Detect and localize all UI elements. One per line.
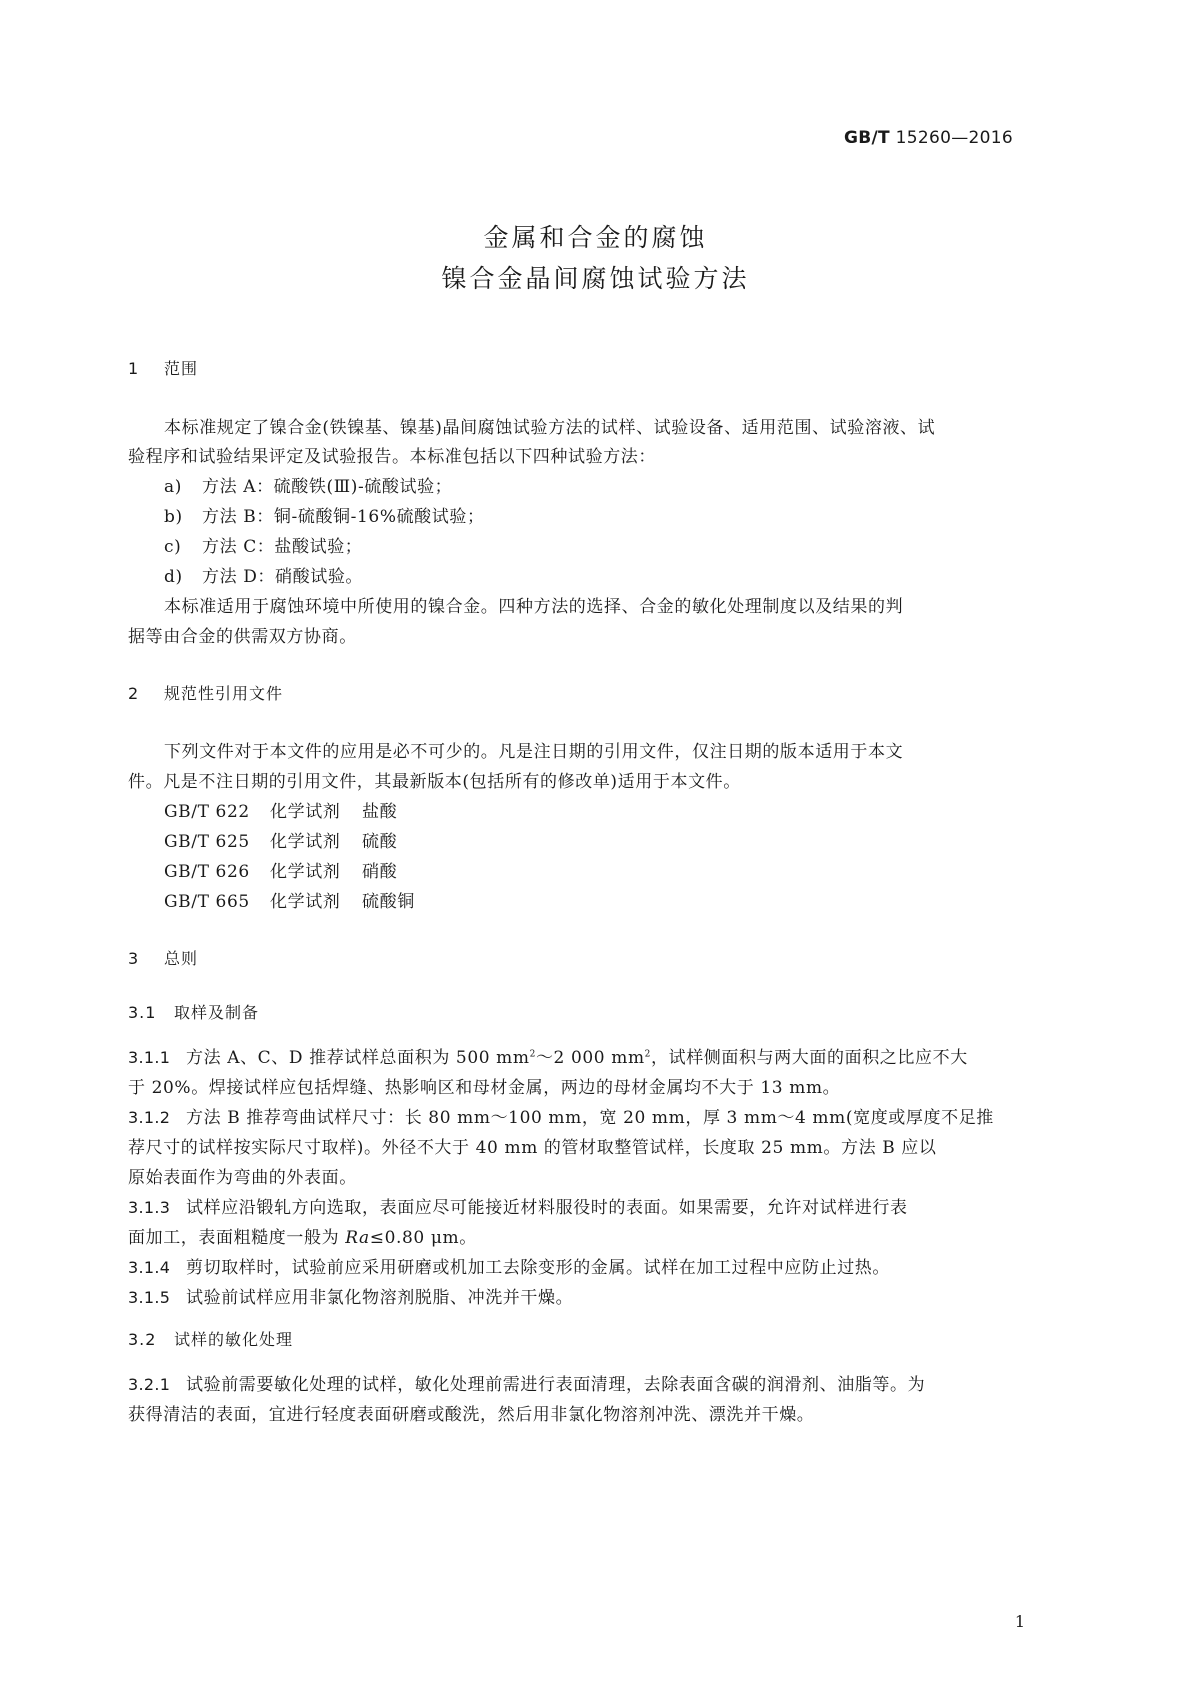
clause-number: 3.1.5 (128, 1288, 171, 1307)
clause-number: 3.1.1 (128, 1048, 171, 1067)
clause-number: 3.1.3 (128, 1198, 171, 1217)
list-item (164, 562, 363, 587)
section-3-heading (128, 946, 198, 969)
list-item (164, 472, 452, 497)
reference-item (164, 797, 397, 822)
paragraph-line: 据等由合金的供需双方协商。 (128, 627, 357, 647)
paragraph-line: 获得清洁的表面，宜进行轻度表面研磨或酸洗，然后用非氯化物溶剂冲洗、漂洗并干燥。 (128, 1405, 815, 1425)
paragraph-line: 原始表面作为弯曲的外表面。 (128, 1168, 357, 1188)
standard-code: 15260—2016 (895, 128, 1013, 148)
section-2-heading (128, 681, 283, 704)
section-number: 2 (128, 684, 140, 703)
reference-code: GB/T 625 (164, 832, 250, 852)
reference-name: 硫酸 (362, 832, 398, 852)
paragraph-line: 本标准适用于腐蚀环境中所使用的镍合金。四种方法的选择、合金的敏化处理制度以及结果的判 (164, 597, 904, 617)
standard-number (844, 128, 1013, 148)
page-number: 1 (1014, 1612, 1025, 1631)
reference-category: 化学试剂 (270, 802, 341, 822)
section-number: 3 (128, 949, 140, 968)
subsection-3-2-heading (128, 1327, 293, 1350)
reference-item (164, 827, 397, 852)
clause-text: 方法 B 推荐弯曲试样尺寸：长 80 mm～100 mm，宽 20 mm，厚 3 mm～4 mm(宽度或厚度不足推 (186, 1108, 994, 1128)
section-1-heading (128, 356, 198, 379)
reference-code: GB/T 665 (164, 892, 250, 912)
paragraph-line: 本标准规定了镍合金(铁镍基、镍基)晶间腐蚀试验方法的试样、试验设备、适用范围、试验溶液、试 (164, 418, 936, 438)
list-label: a) (164, 477, 182, 497)
roughness-symbol: Ra (345, 1228, 370, 1248)
subsection-3-1-heading (128, 1000, 259, 1023)
clause-text: 方法 A、C、D 推荐试样总面积为 500 mm (186, 1048, 530, 1068)
clause-text: 试样应沿锻轧方向选取，表面应尽可能接近材料服役时的表面。如果需要，允许对试样进行表 (186, 1198, 908, 1218)
paragraph-line: 验程序和试验结果评定及试验报告。本标准包括以下四种试验方法： (128, 447, 656, 467)
title-line-1: 金属和合金的腐蚀 (483, 223, 708, 252)
superscript: 2 (644, 1049, 651, 1060)
subsection-number: 3.1 (128, 1003, 157, 1022)
paragraph-line: 下列文件对于本文件的应用是必不可少的。凡是注日期的引用文件，仅注日期的版本适用于本文 (164, 742, 904, 762)
reference-item (164, 857, 397, 882)
standard-prefix: GB/T (844, 128, 890, 148)
subsection-title: 试样的敏化处理 (174, 1330, 294, 1349)
list-text: 方法 C：盐酸试验； (202, 537, 363, 557)
list-text: 方法 A：硫酸铁(Ⅲ)-硫酸试验； (202, 477, 453, 497)
reference-category: 化学试剂 (270, 892, 341, 912)
list-text: 方法 D：硝酸试验。 (202, 567, 364, 587)
list-label: b) (164, 507, 183, 527)
clause-3-1-2 (128, 1103, 994, 1128)
paragraph-line: 于 20%。焊接试样应包括焊缝、热影响区和母材金属，两边的母材金属均不大于 13 mm。 (128, 1078, 841, 1098)
clause-3-1-5 (128, 1283, 573, 1308)
clause-3-1-4 (128, 1253, 890, 1278)
section-title: 范围 (164, 359, 199, 378)
clause-text: 试验前需要敏化处理的试样，敏化处理前需进行表面清理，去除表面含碳的润滑剂、油脂等。为 (186, 1375, 926, 1395)
list-text: 方法 B：铜-硫酸铜-16%硫酸试验； (202, 507, 485, 527)
clause-text: 面加工，表面粗糙度一般为 (128, 1228, 346, 1248)
reference-category: 化学试剂 (270, 862, 341, 882)
clause-3-1-1 (128, 1043, 968, 1068)
clause-3-2-1 (128, 1370, 925, 1395)
clause-number: 3.1.4 (128, 1258, 171, 1277)
reference-code: GB/T 626 (164, 862, 250, 882)
list-item (164, 532, 362, 557)
clause-text: 剪切取样时，试验前应采用研磨或机加工去除变形的金属。试样在加工过程中应防止过热。 (186, 1258, 890, 1278)
paragraph-line: 件。凡是不注日期的引用文件，其最新版本(包括所有的修改单)适用于本文件。 (128, 772, 741, 792)
clause-text: ≤0.80 μm。 (369, 1228, 477, 1248)
reference-code: GB/T 622 (164, 802, 250, 822)
section-number: 1 (128, 359, 140, 378)
clause-3-1-3 (128, 1193, 908, 1218)
clause-number: 3.2.1 (128, 1375, 171, 1394)
reference-name: 硝酸 (362, 862, 398, 882)
list-label: c) (164, 537, 182, 557)
reference-name: 硫酸铜 (362, 892, 415, 912)
subsection-number: 3.2 (128, 1330, 157, 1349)
clause-text: ，试样侧面积与两大面的面积之比应不大 (651, 1048, 968, 1068)
reference-item (164, 887, 415, 912)
subsection-title: 取样及制备 (174, 1003, 260, 1022)
clause-text: 试验前试样应用非氯化物溶剂脱脂、冲洗并干燥。 (186, 1288, 574, 1308)
list-item (164, 502, 485, 527)
list-label: d) (164, 567, 183, 587)
paragraph-line: 荐尺寸的试样按实际尺寸取样)。外径不大于 40 mm 的管材取整管试样，长度取 25 mm。方法 B 应以 (128, 1138, 937, 1158)
reference-name: 盐酸 (362, 802, 398, 822)
clause-number: 3.1.2 (128, 1108, 171, 1127)
title-line-2: 镍合金晶间腐蚀试验方法 (441, 264, 750, 293)
section-title: 总则 (164, 949, 199, 968)
paragraph-line (128, 1223, 477, 1248)
section-title: 规范性引用文件 (164, 684, 284, 703)
superscript: 2 (529, 1049, 536, 1060)
clause-text: ～2 000 mm (535, 1048, 645, 1068)
reference-category: 化学试剂 (270, 832, 341, 852)
